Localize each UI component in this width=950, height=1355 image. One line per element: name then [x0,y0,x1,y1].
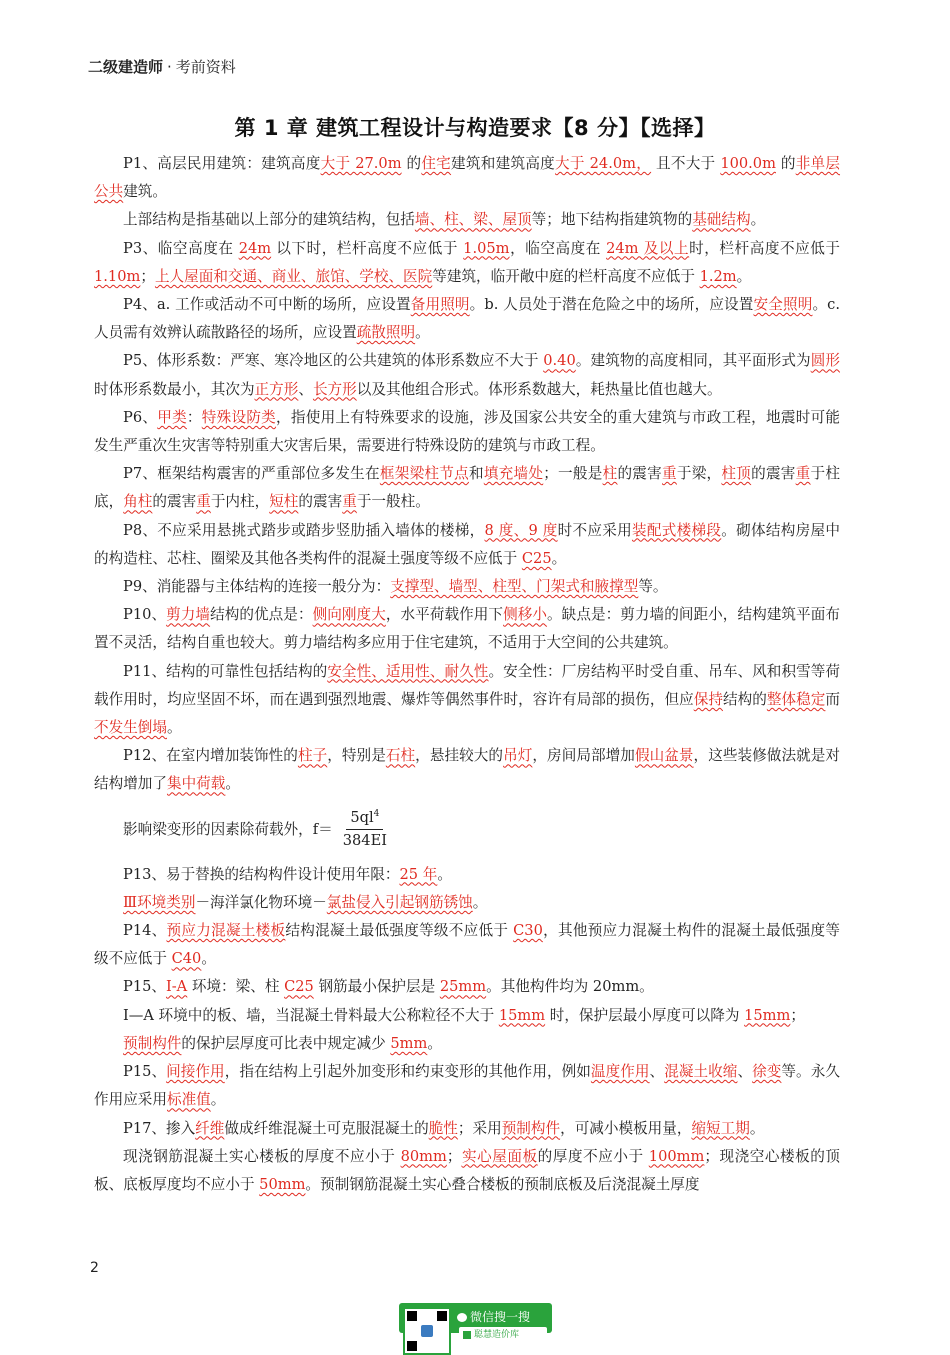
highlighted-term: 甲类 [157,408,187,426]
paragraph [94,742,840,798]
text-run: P4、a. 工作或活动不可中断的场所，应设置 [123,296,411,314]
formula-label: 影响梁变形的因素除荷载外， [123,820,313,838]
highlighted-term: I-A [165,978,188,996]
text-run: ，水平荷载作用下 [385,606,504,624]
highlighted-term: 大于 27.0m [320,155,402,172]
text-run: 以及其他组合形式。体形系数越大，耗热量比值也越大。 [356,380,722,398]
text-run: 、 [649,1063,665,1081]
highlighted-term: 柱 [602,465,618,483]
highlighted-term: 非单层公共 [94,155,841,201]
highlighted-term: 8 度、9 度 [484,521,558,539]
highlighted-term: 预制构件 [501,1119,561,1137]
text-run: 时，栏杆高度不应低于 [689,239,840,257]
highlighted-term: 24m [238,239,272,257]
formula-denominator: 384EI [342,832,388,850]
highlighted-term: 柱子 [297,747,328,765]
highlighted-term: 50mm [259,1175,306,1193]
highlighted-term: 整体稳定 [766,690,826,708]
highlighted-term: 24m 及以上 [606,239,690,257]
highlighted-term: 脆性 [428,1119,458,1137]
highlighted-term: 温度作用 [590,1063,650,1081]
text-run: 、 [737,1063,753,1081]
highlighted-term: 重 [662,465,677,483]
text-run: 现浇钢筋混凝土实心楼板的厚度不应小于 [123,1147,401,1165]
text-run: 的 [401,155,422,172]
text-run: ，指在结构上引起外加变形和约束变形的其他作用，例如 [224,1063,591,1081]
text-run: ；一般是 [543,465,603,483]
formula-numerator: $5ql^4$ [346,807,383,830]
highlighted-term: C30 [513,922,543,940]
formula-fraction [339,807,391,852]
paragraph [94,861,840,889]
text-run: 钢筋最小保护层是 [313,978,440,996]
highlighted-term: 实心屋面板 [461,1147,538,1165]
highlighted-term: 重 [342,493,357,511]
text-run: 于梁， [676,465,722,483]
text-run: 。 [551,549,567,567]
text-run: 而 [825,690,840,708]
text-run: 。砌体结构房屋中的构造柱、芯柱、圈梁及其他各类构件的混凝土强度等级不应低于 [94,521,840,567]
highlighted-term: C25 [284,978,314,996]
text-run: P7、框架结构震害的严重部位多发生在 [123,465,380,483]
highlighted-term: 5mm [390,1034,428,1052]
text-run: 。 [750,211,766,229]
highlighted-term: 上人屋面和交通、商业、旅馆、学校、医院 [154,267,433,285]
paragraph [94,573,840,601]
paragraph [94,1143,840,1199]
text-run: ，临空高度在 [509,239,607,257]
highlighted-term: 石柱 [385,747,416,765]
text-run: 于柱底， [94,465,840,511]
text-run: P12、在室内增加装饰性的 [123,747,298,765]
text-run: 。 [415,324,430,342]
text-run: 等。永久作用应采用 [94,1063,840,1109]
paragraph [94,917,840,973]
text-run: ，特别是 [327,747,386,765]
text-run: 结构的 [722,690,767,708]
text-run: 等建筑，临开敞中庭的栏杆高度不应低于 [432,267,700,285]
highlighted-term: 15mm [498,1006,546,1024]
highlighted-term: 预应力混凝土楼板 [166,922,286,940]
highlighted-term: 1.05m [463,239,510,257]
text-run: 。 [166,719,182,737]
text-run: P1、高层民用建筑：建筑高度 [123,155,321,172]
text-run: 于一般柱。 [356,493,430,511]
text-run: ； [790,1006,805,1024]
highlighted-term: 1.10m [94,267,141,285]
text-run: 。 [749,1119,765,1137]
text-run: 。b. 人员处于潜在危险之中的场所，应设置 [469,296,754,314]
text-run: P11、结构的可靠性包括结构的 [123,662,328,680]
paragraph [94,1030,840,1058]
paragraph [94,150,840,206]
paragraph [94,1058,840,1114]
text-run: 。 [201,950,216,968]
highlighted-term: C40 [171,950,202,968]
text-run: 建筑和建筑高度 [451,155,556,172]
text-run: 上部结构是指基础以上部分的建筑结构，包括 [123,211,415,229]
highlighted-term: 基础结构 [692,211,751,229]
highlighted-term: 80mm [400,1147,447,1165]
highlighted-term: 吊灯 [503,747,533,765]
highlighted-term: 标准值 [166,1091,211,1109]
highlighted-term: 缩短工期 [691,1119,750,1137]
highlighted-term: 支撑型、墙型、柱型、门架式和腋撑型 [390,578,639,596]
wechat-icon [457,1313,467,1322]
highlighted-term: 15mm [744,1006,791,1024]
highlighted-term: 集中荷载 [166,775,226,793]
header-brand: 二级建造师 [88,58,164,76]
text-run: ； [446,1147,462,1165]
text-run: 。c. 人员需有效辨认疏散路径的场所，应设置 [94,296,840,342]
highlighted-term: 角柱 [123,493,153,511]
highlighted-term: 保持 [693,690,723,708]
text-run: ： [186,408,202,426]
text-run: 。 [210,1091,226,1109]
search-icon [463,1331,471,1339]
text-run: 。缺点是：剪力墙的间距小，结构建筑平面布置不灵活，结构自重也较大。剪力墙结构多应用于住宅建筑，不适用于大空间的公共建筑。 [94,606,840,652]
paragraph [94,1115,840,1143]
paragraph [94,601,840,657]
highlighted-term: 剪力墙 [166,606,211,624]
text-run: P17、掺入 [123,1119,196,1137]
highlighted-term: 短柱 [269,493,299,511]
text-run: 。 [472,893,488,911]
paragraph [94,973,840,1001]
formula-lhs: f＝ [312,820,333,838]
highlighted-term: 备用照明 [410,296,470,314]
text-run: Ⅰ—A 环境中的板、墙，当混凝土骨料最大公称粒径不大于 [123,1006,499,1024]
chapter-title: 第 1 章 建筑工程设计与构造要求【8 分】【选择】 [234,116,716,140]
text-run: 的震害 [617,465,662,483]
text-run: P14、 [123,922,167,940]
highlighted-term: 特殊设防类 [201,408,277,426]
text-run: 做成纤维混凝土可克服混凝土的 [224,1119,429,1137]
text-run: P13、易于替换的结构构件设计使用年限： [123,865,400,883]
header-subtitle: 考前资料 [175,58,236,76]
text-run: ，可减小模板用量， [560,1119,692,1137]
text-run: ，房间局部增加 [532,747,635,765]
highlighted-term: 填充墙处 [483,465,544,483]
highlighted-term: 25 年 [399,865,438,883]
text-run: P9、消能器与主体结构的连接一般分为： [123,578,391,596]
text-run: P3、临空高度在 [123,239,239,257]
document-body [94,150,840,1199]
highlighted-term: 侧移小 [503,606,548,624]
text-run: ，其他预应力混凝土构件的混凝土最低强度等级不应低于 [94,922,840,968]
text-run: 。预制钢筋混凝土实心叠合楼板的预制底板及后浇混凝土厚度 [305,1175,700,1193]
text-run: ； [140,267,155,285]
highlighted-term: 正方形 [254,380,299,398]
wechat-search-banner[interactable] [399,1303,552,1340]
highlighted-term: 墙、柱、梁、屋顶 [414,211,532,229]
text-run: －海洋氯化物环境－ [195,893,327,911]
paragraph [94,206,840,234]
paragraph-group-1 [94,150,840,799]
text-run: 结构的优点是： [210,606,313,624]
highlighted-term: 不发生倒塌 [94,719,167,737]
text-run: 的保护层厚度可比表中规定减少 [181,1034,391,1052]
text-run: 的厚度不应小于 [537,1147,649,1165]
text-run: 。安全性：厂房结构平时受自重、吊车、风和积雪等荷载作用时，均应坚固不坏，而在遇到强烈地震、爆炸等偶然事件时，容许有局部的损伤，但应 [94,662,840,708]
highlighted-term: 25mm [439,978,487,996]
text-run: 时不应采用 [557,521,632,539]
text-run: P5、体形系数：严寒、寒冷地区的公共建筑的体形系数应不大于 [123,352,544,370]
text-run: 的震害 [152,493,197,511]
highlighted-term: 1.2m [699,267,737,285]
paragraph [94,889,840,917]
text-run: ，悬挂较大的 [415,747,504,765]
text-run: 的震害 [298,493,343,511]
text-run: 的震害 [751,465,796,483]
text-run: ；现浇空心楼板的顶板、底板厚度均不应小于 [94,1147,841,1193]
highlighted-term: C25 [521,549,552,567]
highlighted-term: 纤维 [195,1119,225,1137]
text-run: P15、 [123,1063,167,1081]
text-run: ；采用 [457,1119,502,1137]
text-run: 的 [775,155,796,172]
text-run: 。 [437,865,452,883]
text-run: 等。 [638,578,668,596]
text-run: P6、 [123,408,158,426]
highlighted-term: 重 [795,465,811,483]
text-run: 、 [298,380,313,398]
text-run: ，指使用上有特殊要求的设施，涉及国家公共安全的重大建筑与市政工程，地震时可能发生严重次生灾害等特别重大灾害后果，需要进行特殊设防的建筑与市政工程。 [94,408,840,455]
highlighted-term: 安全照明 [753,296,813,314]
text-run: 。 [736,267,752,285]
highlighted-term: 长方形 [312,380,357,398]
highlighted-term: 预制构件 [123,1034,182,1052]
qr-code-icon[interactable] [403,1307,451,1355]
text-run: P15、 [123,978,166,996]
text-run: 且不大于 [651,155,721,172]
highlighted-term: 假山盆景 [634,747,694,765]
highlighted-term: 疏散照明 [356,324,416,342]
header-separator: · [167,58,172,76]
highlighted-term: 装配式楼梯段 [631,521,722,539]
text-run: P8、不应采用悬挑式踏步或踏步竖肋插入墙体的楼梯， [123,521,485,539]
account-search-box[interactable]: 聪慧造价库 [459,1327,547,1343]
text-run: 于内柱， [210,493,270,511]
paragraph [94,658,840,743]
paragraph [94,460,840,516]
text-run: 环境：梁、柱 [187,978,285,996]
text-run: 时体形系数最小，其次为 [94,380,255,398]
highlighted-term: 框架梁柱节点 [379,465,469,483]
paragraph [94,517,840,573]
highlighted-term: 氯盐侵入引起钢筋锈蚀 [326,893,473,911]
highlighted-term: 柱顶 [721,465,752,483]
paragraph-group-2 [94,861,840,1199]
text-run: 。其他构件均为 20mm。 [486,978,654,996]
text-run: 结构混凝土最低强度等级不应低于 [285,922,514,940]
page-header [88,56,236,77]
highlighted-term: 100mm [648,1147,705,1165]
text-run: 等；地下结构指建筑物的 [531,211,693,229]
text-run: P10、 [123,606,167,624]
highlighted-term: 住宅 [421,155,452,172]
beam-deflection-formula [94,799,840,861]
text-run: 。建筑物的高度相同，其平面形式为 [575,352,811,370]
text-run: 建筑。 [123,183,167,201]
highlighted-term: 间接作用 [166,1063,225,1081]
highlighted-term: 侧向刚度大 [312,606,386,624]
paragraph [94,291,840,347]
highlighted-term: 重 [196,493,211,511]
highlighted-term: 大于 24.0m， [555,155,652,172]
text-run: 。 [427,1034,442,1052]
highlighted-term: 100.0m [720,155,776,172]
wechat-search-text: 微信搜一搜 [457,1308,530,1325]
highlighted-term: 圆形 [810,352,840,370]
highlighted-term: Ⅲ环境类别 [123,893,196,911]
text-run: 。 [225,775,240,793]
text-run: 和 [468,465,484,483]
highlighted-term: 混凝土收缩 [664,1063,738,1081]
highlighted-term: 安全性、适用性、耐久性 [327,662,489,680]
text-run: 时，保护层最小厚度可以降为 [545,1006,745,1024]
paragraph [94,347,840,403]
paragraph [94,1002,840,1030]
paragraph [94,404,840,460]
page-number: 2 [90,1260,99,1276]
highlighted-term: 徐变 [752,1063,782,1081]
paragraph [94,235,840,291]
text-run: ，这些装修做法就是对结构增加了 [94,747,840,793]
highlighted-term: 0.40 [543,352,576,370]
formula-exponent: 4 [373,809,380,820]
text-run: 以下时，栏杆高度不应低于 [271,239,464,257]
